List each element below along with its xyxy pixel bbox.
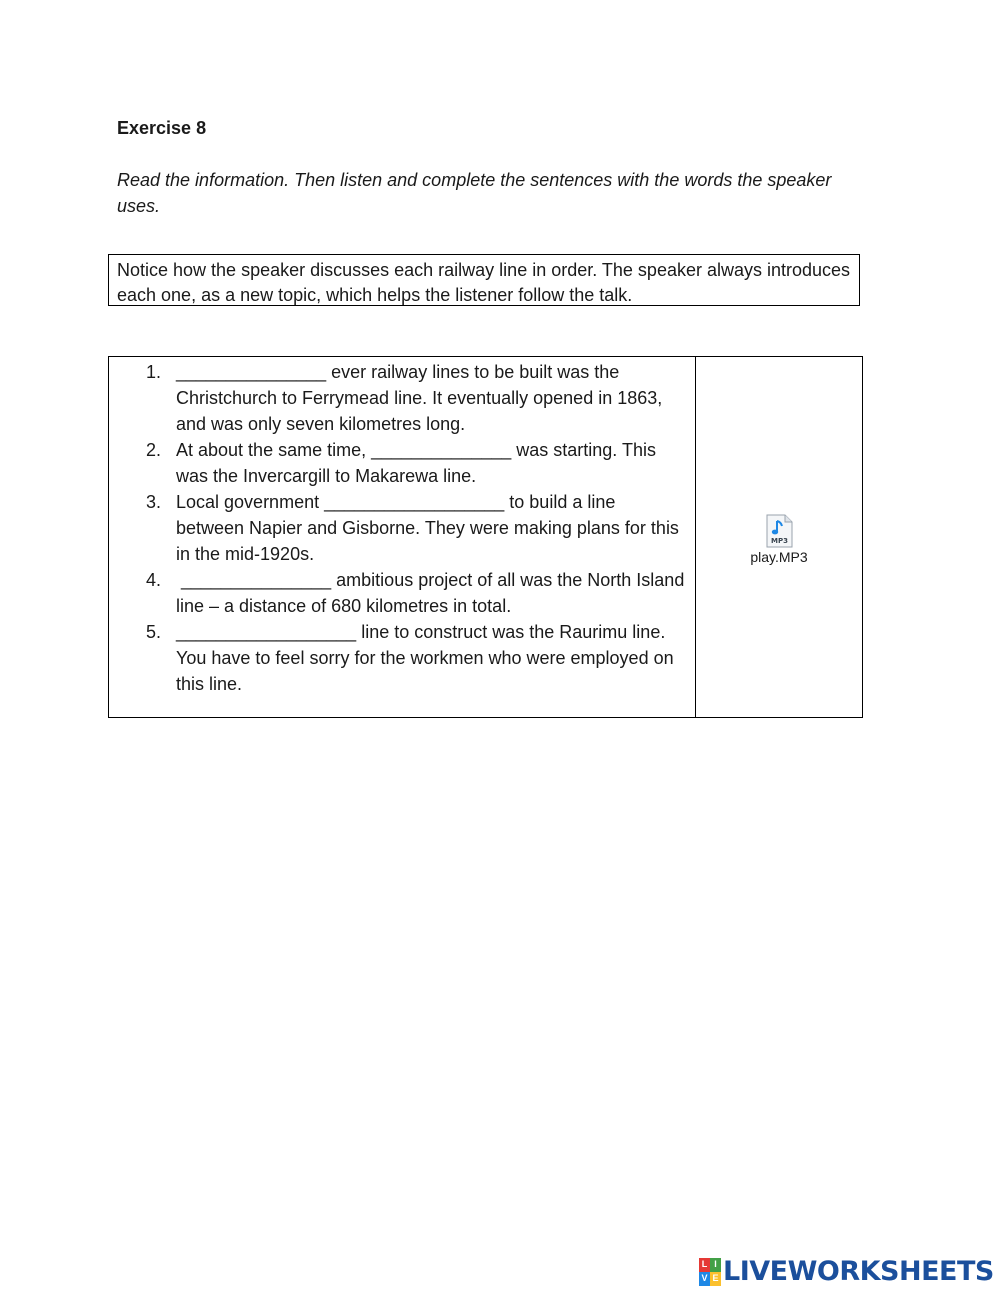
list-item [109, 619, 695, 697]
item-number: 2. [146, 440, 162, 460]
mp3-file-icon[interactable] [764, 514, 794, 548]
exercise-table [108, 356, 863, 718]
list-item [109, 437, 695, 489]
item-text: At about the same time, ______________ was starting. This was the Invercargill to Makarewa line. [176, 440, 656, 486]
audio-file-button[interactable] [750, 514, 807, 565]
audio-file-label[interactable]: play.MP3 [750, 548, 808, 565]
logo-letter: E [710, 1272, 721, 1286]
item-number: 5. [146, 622, 162, 642]
sentence-list [109, 359, 695, 697]
logo-letter: L [699, 1258, 710, 1272]
notice-box [108, 254, 860, 306]
audio-cell [696, 357, 863, 718]
item-text: Local government __________________ to build a line between Napier and Gisborne. They were making plans for this in the mid-1920s. [176, 492, 679, 564]
logo-letter: V [699, 1272, 710, 1286]
item-text: _______________ ever railway lines to be built was the Christchurch to Ferrymead line. It eventually opened in 1863, and was only seven kilometres long. [176, 362, 663, 434]
list-item [109, 489, 695, 567]
notice-text: Notice how the speaker discusses each railway line in order. The speaker always introduces each one, as a new topic, which helps the listener follow the talk. [117, 260, 851, 305]
list-item [109, 567, 695, 619]
liveworksheets-logo [699, 1256, 994, 1287]
items-cell [109, 357, 696, 718]
liveworksheets-wordmark: LIVEWORKSHEETS [723, 1256, 994, 1287]
item-number: 3. [146, 492, 162, 512]
logo-letter: I [710, 1258, 721, 1272]
item-number: 1. [146, 362, 162, 382]
list-item [109, 359, 695, 437]
item-number: 4. [146, 570, 162, 590]
exercise-row [109, 357, 863, 718]
liveworksheets-logo-mark [699, 1258, 721, 1286]
instructions-text: Read the information. Then listen and complete the sentences with the words the speaker uses. [117, 170, 832, 216]
item-text: __________________ line to construct was the Raurimu line. You have to feel sorry for the workmen who were employed on this line. [176, 622, 674, 694]
item-text: _______________ ambitious project of all was the North Island line – a distance of 680 kilometres in total. [176, 570, 685, 616]
mp3-icon-text: MP3 [771, 536, 788, 545]
exercise-title: Exercise 8 [117, 118, 207, 138]
